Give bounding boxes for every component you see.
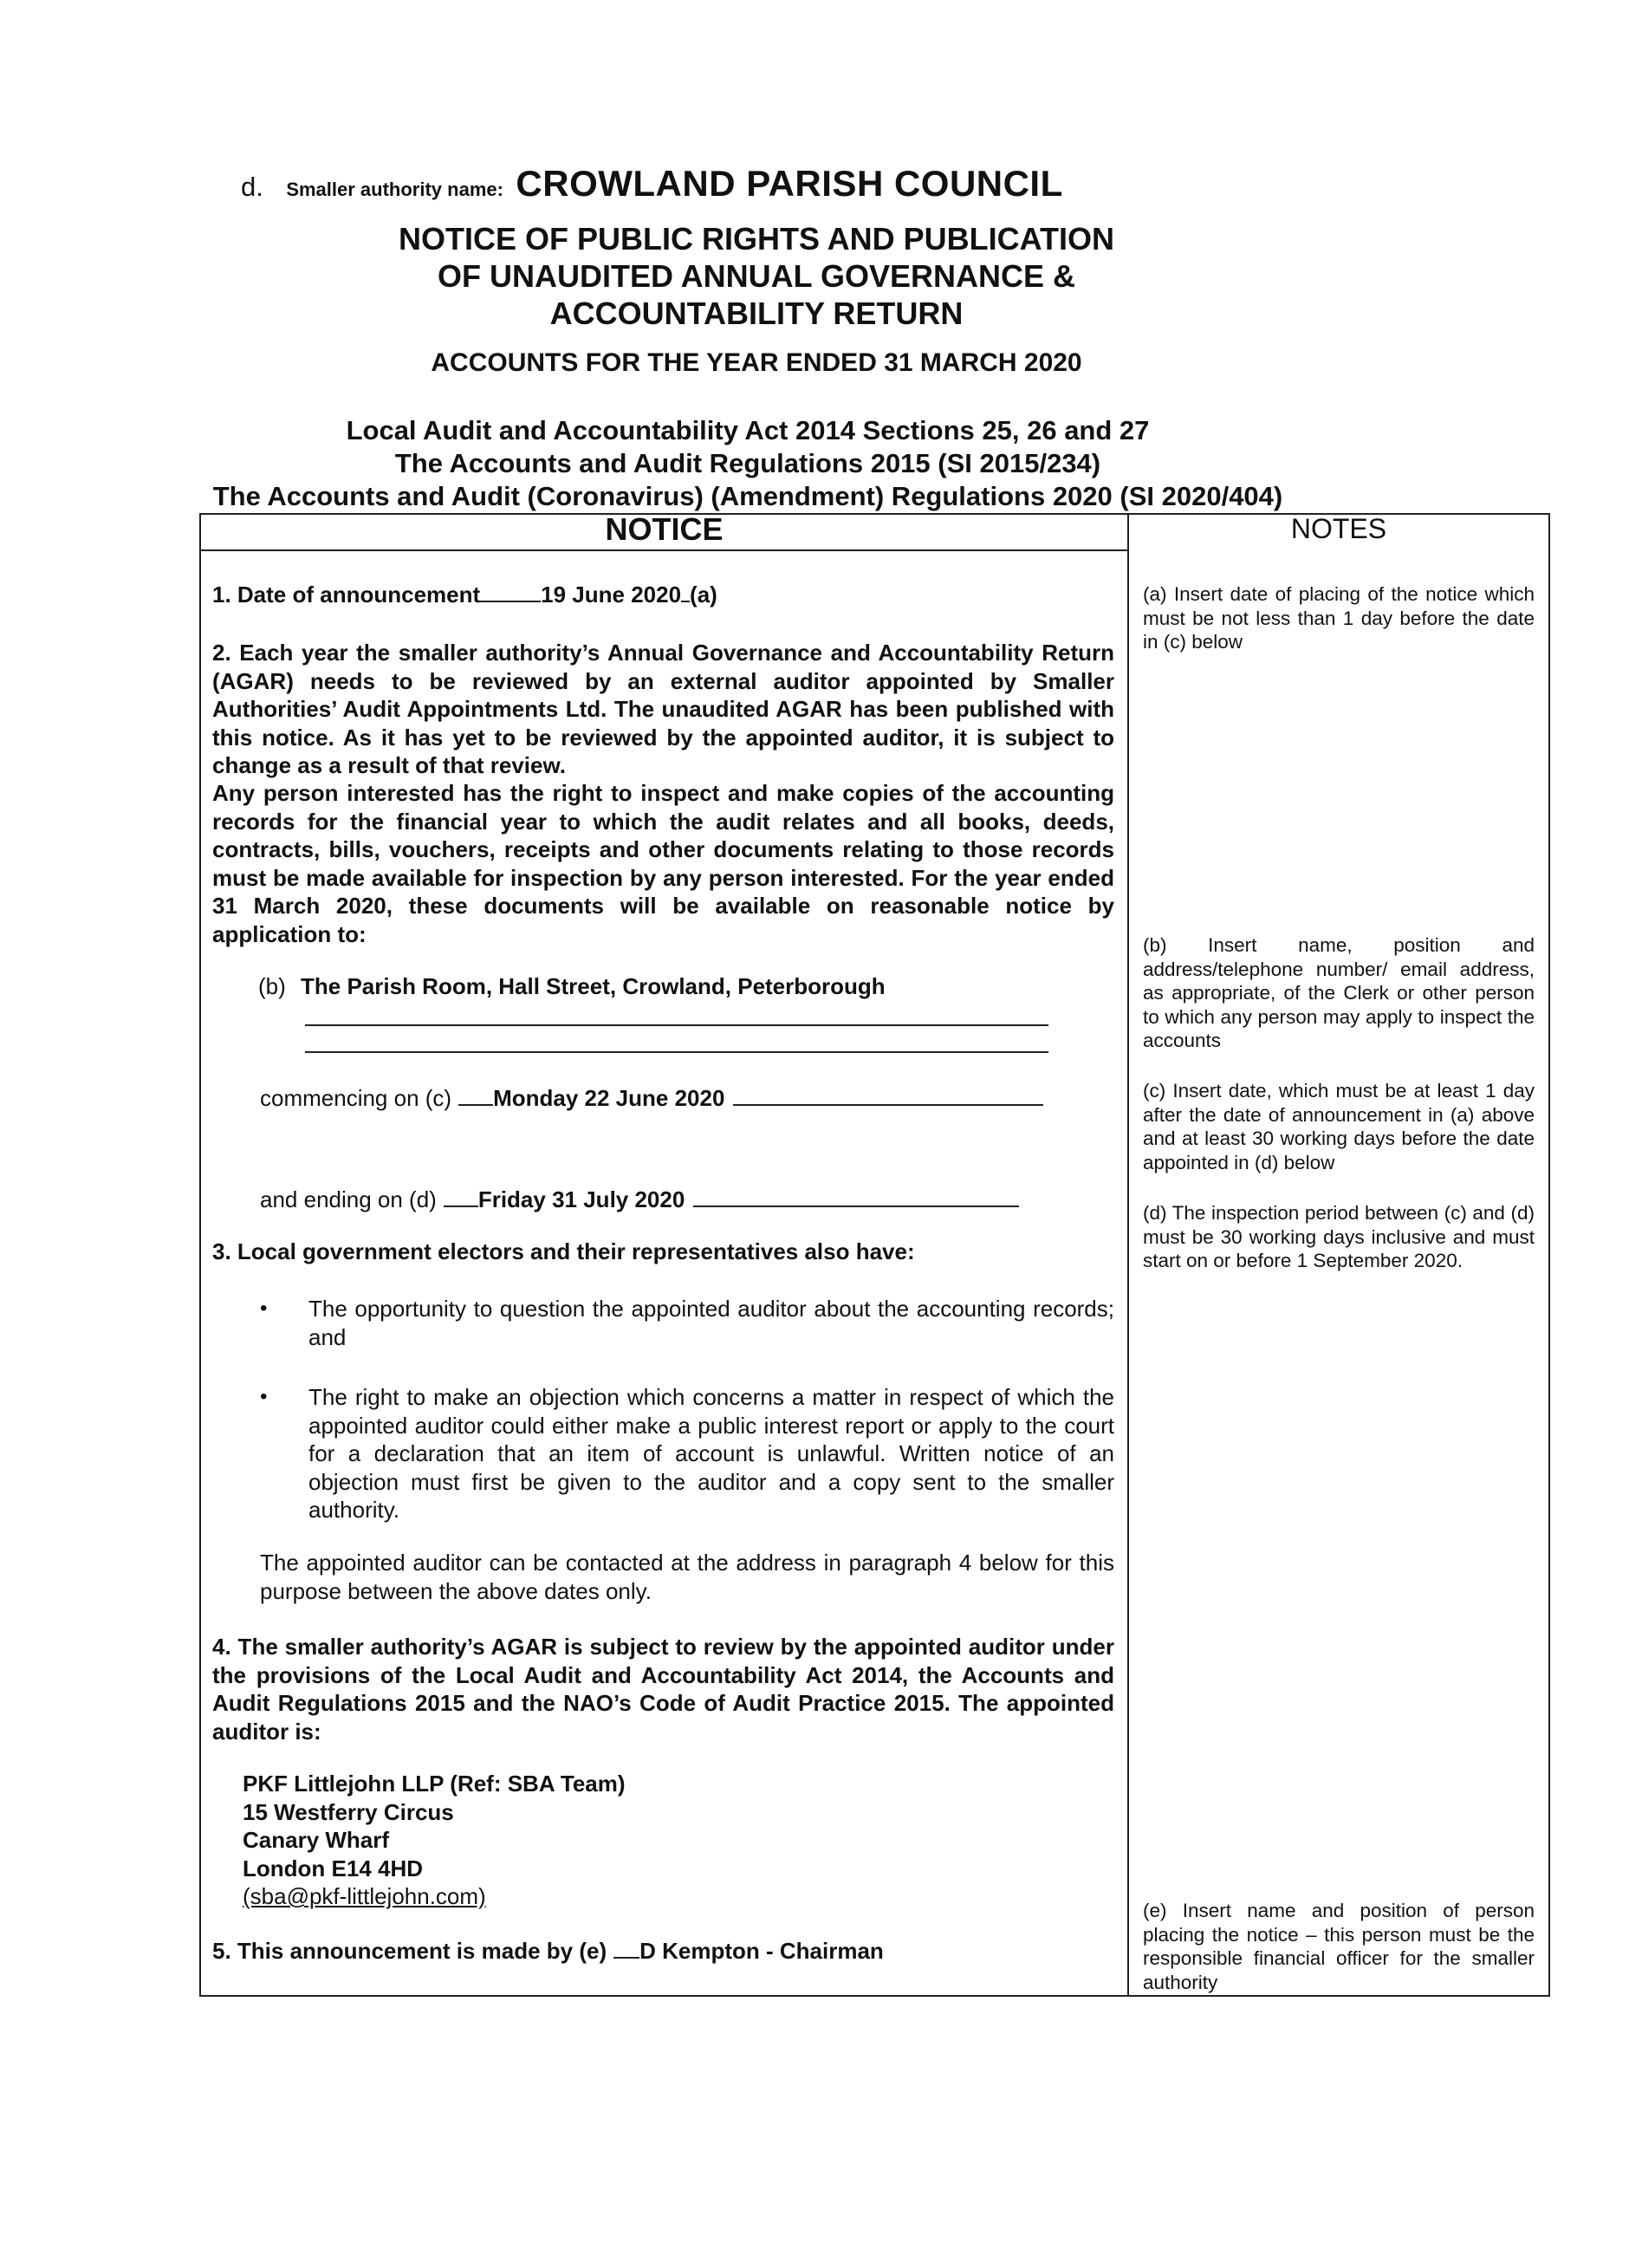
- note-d: (d) The inspection period between (c) and (d) must be 30 working days inclusive and must start on or before 1 September 2020.: [1143, 1202, 1535, 1271]
- notice-heading-rule: [199, 549, 1128, 551]
- note-c: (c) Insert date, which must be at least 1 day after the date of announcement in (a) above and at least 30 working days before the date appointed in (d) below: [1143, 1080, 1535, 1173]
- ending-date: Friday 31 July 2020: [477, 1186, 685, 1212]
- inspection-address: The Parish Room, Hall Street, Crowland, Peterborough: [301, 973, 886, 999]
- announcement-by-label: 5. This announcement is made by (e): [212, 1938, 607, 1964]
- legislation-line: The Accounts and Audit Regulations 2015 (SI 2015/234): [394, 448, 1101, 478]
- authority-label: Smaller authority name:: [286, 179, 503, 200]
- fill-line: [613, 1936, 639, 1959]
- inspection-address-row: [258, 972, 886, 1001]
- commencing-label: commencing on (c): [260, 1085, 452, 1111]
- column-divider: [1127, 513, 1129, 1997]
- ending-row: [260, 1185, 1019, 1214]
- fill-line: [681, 580, 690, 602]
- address-ref: (b): [258, 973, 286, 999]
- notes-column-heading: NOTES: [1290, 513, 1387, 544]
- commencing-date: Monday 22 June 2020: [493, 1085, 725, 1111]
- announcement-date-value: 19 June 2020: [541, 582, 682, 608]
- right-to-question: The opportunity to question the appointed auditor about the accounting records; and: [308, 1296, 1114, 1350]
- authority-name: CROWLAND PARISH COUNCIL: [516, 163, 1063, 204]
- auditor-address-line: 15 Westferry Circus: [243, 1798, 454, 1825]
- blank-address-line: [305, 1024, 1048, 1026]
- elector-rights-heading: 3. Local government electors and their representatives also have:: [212, 1238, 915, 1264]
- announcement-by-value: D Kempton - Chairman: [639, 1938, 884, 1964]
- auditor-address: [243, 1770, 626, 1911]
- announcement-date-label: 1. Date of announcement: [212, 582, 481, 608]
- note-b: (b) Insert name, position and address/telephone number/ email address, as appropriate, of the Clerk or other person to which any person may apply to inspect the accounts: [1143, 934, 1535, 1051]
- note-e: (e) Insert name and position of person placing the notice – this person must be the responsible financial officer for the smaller authority: [1143, 1900, 1535, 1993]
- commencing-row: [260, 1083, 1043, 1113]
- blank-address-line: [305, 1051, 1048, 1053]
- legislation-line: The Accounts and Audit (Coronavirus) (Amendment) Regulations 2020 (SI 2020/404): [212, 481, 1283, 511]
- title-line: ACCOUNTABILITY RETURN: [549, 296, 964, 331]
- bullet-dot: •: [260, 1385, 268, 1408]
- notice-column-heading: NOTICE: [605, 511, 724, 547]
- fill-line: [444, 1185, 478, 1207]
- bullet-dot: •: [260, 1296, 268, 1320]
- auditor-email-link[interactable]: (sba@pkf-littlejohn.com): [243, 1883, 486, 1909]
- announcement-by-row: [212, 1936, 1114, 1966]
- right-to-object: The right to make an objection which concerns a matter in respect of which the appointed auditor could either make a public interest report or apply to the court for a declaration that an item of account is unlawful. Written notice of an objection must first be given to the auditor and a copy sent to the smaller authority.: [308, 1384, 1114, 1523]
- auditor-address-line: PKF Littlejohn LLP (Ref: SBA Team): [243, 1771, 626, 1797]
- authority-header: [241, 163, 1063, 205]
- fill-line: [733, 1083, 1043, 1106]
- announcement-date-ref: (a): [690, 582, 717, 608]
- fill-line: [458, 1083, 493, 1106]
- auditor-address-line: Canary Wharf: [243, 1827, 390, 1853]
- section-letter: d.: [241, 172, 263, 202]
- accounts-subtitle: ACCOUNTS FOR THE YEAR ENDED 31 MARCH 2020: [431, 348, 1082, 377]
- fill-line: [480, 580, 541, 602]
- title-line: NOTICE OF PUBLIC RIGHTS AND PUBLICATION: [399, 221, 1114, 257]
- legislation-block: [0, 414, 1562, 513]
- fill-line: [693, 1185, 1019, 1207]
- auditor-address-line: London E14 4HD: [243, 1855, 424, 1881]
- inspection-rights-paragraph: Any person interested has the right to inspect and make copies of the accounting records for the financial year to which the audit relates and all books, deeds, contracts, bills, vouchers, receipts and other documents relating to those records must be made available for inspection by any person interested. For the year ended 31 March 2020, these documents will be available on reasonable notice by application to:: [212, 780, 1114, 947]
- legislation-line: Local Audit and Accountability Act 2014 Sections 25, 26 and 27: [346, 415, 1150, 445]
- title-line: OF UNAUDITED ANNUAL GOVERNANCE &: [437, 258, 1075, 294]
- auditor-contact-note: The appointed auditor can be contacted at the address in paragraph 4 below for this purpose between the above dates only.: [260, 1550, 1114, 1604]
- agar-review-paragraph: 4. The smaller authority’s AGAR is subject to review by the appointed auditor under the provisions of the Local Audit and Accountability Act 2014, the Accounts and Audit Regulations 2015 and the NAO’s Code of Audit Practice 2015. The appointed auditor is:: [212, 1634, 1114, 1745]
- announcement-date-row: [212, 580, 1114, 609]
- note-a: (a) Insert date of placing of the notice which must be not less than 1 day before the date in (c) below: [1143, 583, 1535, 653]
- notice-title: [0, 220, 1571, 332]
- ending-label: and ending on (d): [260, 1186, 437, 1212]
- auditor-review-paragraph: 2. Each year the smaller authority’s Annual Governance and Accountability Return (AGAR) needs to be reviewed by an external auditor appointed by Smaller Authorities’ Audit Appointments Ltd. The unaudited AGAR has been published with this notice. As it has yet to be reviewed by the appointed auditor, it is subject to change as a result of that review.: [212, 640, 1114, 778]
